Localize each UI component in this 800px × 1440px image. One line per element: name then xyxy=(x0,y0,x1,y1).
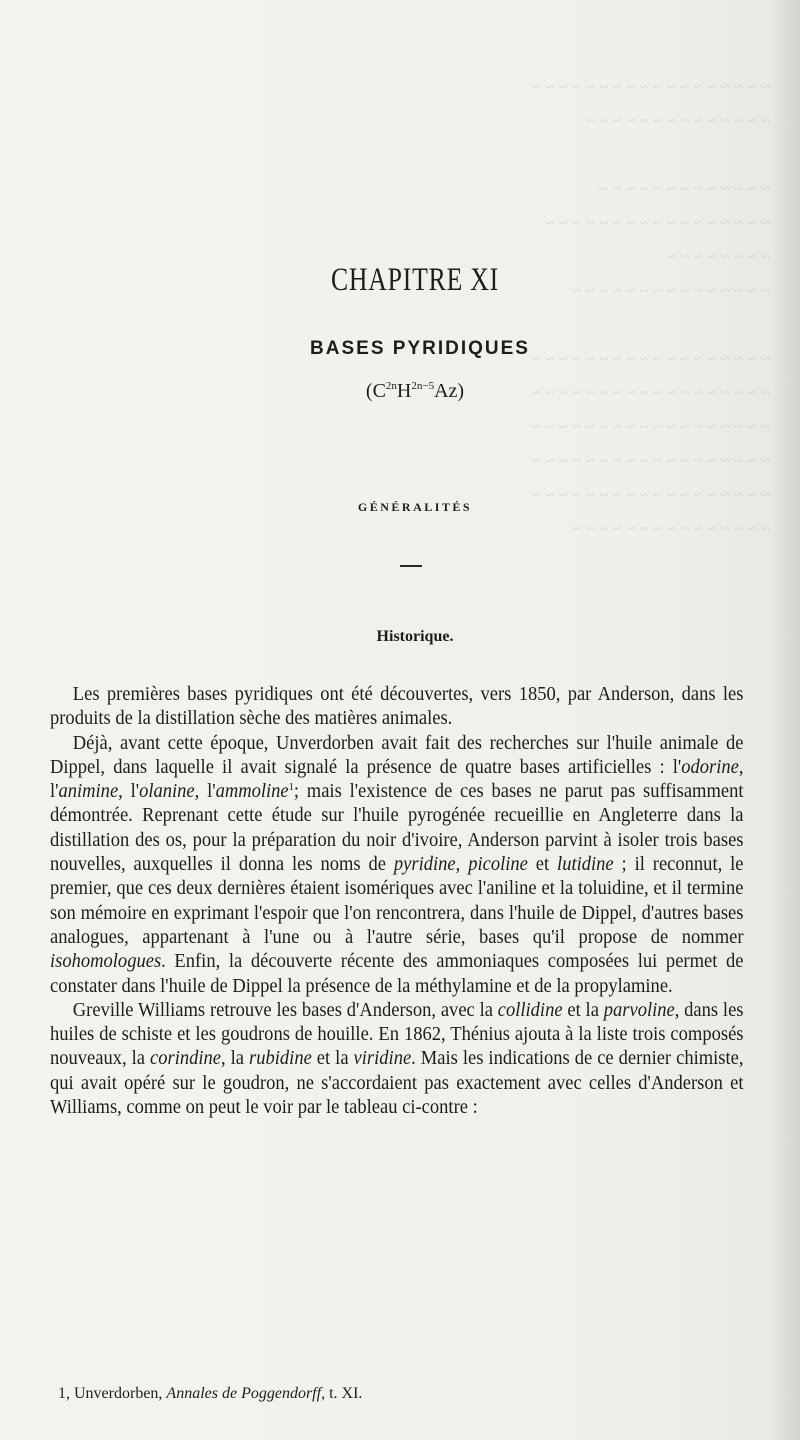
body-text xyxy=(50,683,744,1120)
chapter-title: CHAPITRE XI xyxy=(330,262,500,298)
section-divider xyxy=(400,565,422,567)
historique-heading: Historique. xyxy=(376,628,454,645)
paragraph-1: Les premières bases pyridiques ont été découvertes, vers 1850, par Anderson, dans les produits de la distillation sèche des matières animales. xyxy=(50,684,744,730)
footnote: 1, Unverdorben, Annales de Poggendorff, t. XI. xyxy=(58,1385,363,1402)
section-title: BASES PYRIDIQUES xyxy=(310,338,530,359)
general-formula: $(C^{2n}H^{2n-5}Az)$ xyxy=(365,380,465,402)
paragraph-3: Greville Williams retrouve les bases d'Anderson, avec la collidine et la parvoline, dans les huiles de schiste et les goudrons de houille. En 1862, Thénius ajouta à la liste trois composés nouveaux, la corindine, la rubidine et la viridine. Mais les indications de ce dernier chimiste, qui avait opéré sur le goudron, ne s'accordaient pas exactement avec celles d'Anderson et Williams, comme on peut le voir par le tableau ci-contre : xyxy=(50,999,744,1119)
subsection-title: GÉNÉRALITÉS xyxy=(357,500,473,514)
bleed-through-text: ~ ~ ~ ~ ~ ~ ~ ~ ~ ~ ~ ~ ~ ~ ~ ~ ~ ~ ~ ~ ~ ~ ~ ~ ~ ~ ~ ~ ~ ~ ~ ~ ~ ~ ~ ~ ~ ~ ~ ~ ~ ~ ~ ~ ~ ~ ~ ~ ~ ~ ~ ~ ~ ~ ~ ~ ~ ~ ~ ~ ~ ~ ~ ~ ~ ~ ~ ~ ~ ~ ~ ~ ~ ~ ~ ~ ~ ~ ~ ~ ~ ~ ~ ~ ~ ~ ~ ~ ~ ~ ~ ~ ~ ~ ~ ~ ~ ~ ~ ~ ~ ~ ~ ~ ~ ~ ~ ~ ~ ~ ~ ~ ~ ~ ~ ~ ~ ~ ~ ~ ~ ~ ~ ~ ~ ~ ~ ~ ~ ~ ~ ~ ~ ~ ~ ~ ~ ~ ~ ~ ~ ~ ~ ~ ~ ~ ~ ~ ~ ~ ~ ~ ~ ~ ~ ~ ~ ~ ~ ~ ~ ~ ~ ~ ~ ~ ~ ~ ~ ~ ~ ~ ~ ~ ~ ~ ~ ~ ~ ~ ~ ~ ~ ~ ~ ~ ~ ~ ~ ~ xyxy=(532,77,770,538)
footnote-reference[interactable]: 1 xyxy=(288,781,294,794)
page-edge-shadow xyxy=(770,0,800,1440)
paragraph-2: Déjà, avant cette époque, Unverdorben avait fait des recherches sur l'huile animale de Dippel, dans laquelle il avait signalé la présence de quatre bases artificielles : l'odorine, l'animine, l'olanine, l'ammoline$^1$; mais l'existence de ces bases ne parut pas suffisamment démontrée. Reprenant cette étude sur l'huile pyrogénée recueillie en Angleterre dans la distillation des os, pour la préparation du noir d'ivoire, Anderson parvint à isoler trois bases nouvelles, auxquelles il donna les noms de pyridine, picoline et lutidine ; il reconnut, le premier, que ces deux dernières étaient isomériques avec l'aniline et la toluidine, et il termine son mémoire en exprimant l'espoir que l'on rencontrera, dans l'huile de Dippel, d'autres bases analogues, appartenant à l'une ou à l'autre série, bases qu'il propose de nommer isohomologues. Enfin, la découverte récente des ammoniaques composées lui permet de constater dans l'huile de Dippel la présence de la méthylamine et de la propylamine. xyxy=(50,732,744,997)
